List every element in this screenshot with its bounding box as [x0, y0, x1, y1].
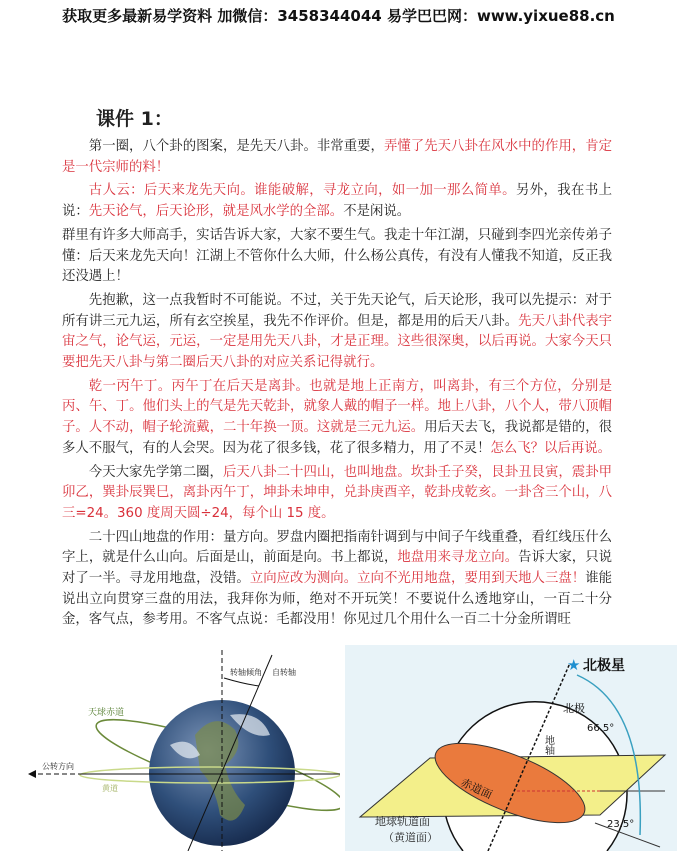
highlighted-text: 先天论气，后天论形，就是风水学的全部。 [88, 204, 344, 220]
body-text: 告诉大家，只说对了一半。寻龙用地盘，没错。 [62, 550, 613, 587]
equator-plane-label: 赤道面 [458, 775, 495, 802]
paragraph [62, 463, 612, 525]
highlighted-text: 后天八卦二十四山，也叫地盘。坎卦壬子癸，艮卦丑艮寅，震卦甲卯乙，巽卦辰巽巳，离卦丙午丁，坤卦未坤申，兑卦庚酉辛，乾卦戌乾亥。一卦含三个山，八三=24。360 度周天圆÷24，每个山 15 度。 [62, 464, 613, 521]
body-text: 另外，我在书上说： [62, 183, 613, 220]
body-text: 今天大家先学第二圈， [88, 464, 223, 480]
body-text: 第一圈，八个卦的图案，是先天八卦。非常重要， [88, 139, 384, 154]
polaris-label: 北极星 [583, 658, 625, 674]
paragraph [62, 181, 612, 222]
orbit-plane-label: 地球轨道面 [375, 815, 430, 828]
ecliptic-plane-label: （黄道面） [383, 831, 438, 844]
highlighted-text: 立向应改为测向。立向不光用地盘，要用到天地人三盘！ [249, 571, 586, 587]
north-pole-label: 北极 [563, 702, 585, 715]
star-icon: ★ [567, 656, 581, 674]
axis-tilt-label: 转轴倾角 [230, 668, 262, 677]
highlighted-text: 先天八卦代表宇宙之气，论气运，元运，一定是用先天八卦，才是正理。这些很深奥，以后再说。大家今天只要把先天八卦与第二圈后天八卦的对应关系记得就行。 [62, 313, 613, 371]
earth-axis-label: 地轴 [542, 735, 554, 755]
page-header: 获取更多最新易学资料 加微信：3458344044 易学巴巴网：www.yixue88.cn [62, 7, 615, 25]
highlighted-text: 地盘用来寻龙立向。 [397, 550, 519, 566]
rotation-axis-label: 自转轴 [272, 668, 296, 677]
paragraph [62, 291, 612, 374]
celestial-equator-label: 天球赤道 [88, 708, 125, 718]
body-text: 群里有许多大师高手，实话告诉大家，大家不要生气。我走十年江湖，只碰到李四光亲传弟子懂：后天来龙先天向！江湖上不管你什么大师，什么杨公真传，有没有人懂我不知道，反正我还没遇上！ [62, 227, 612, 285]
highlighted-text: 怎么飞？以后再说。 [490, 440, 612, 456]
angle-665-label: 66.5° [587, 723, 615, 734]
body-text: 二十四山地盘的作用：量方向。罗盘内圈把指南针调到与中间子午线重叠，看红线压什么字上，就是什么山向。后面是山，前面是向。书上都说， [62, 529, 612, 566]
angle-235-label: 23.5° [607, 819, 635, 830]
document-body [62, 137, 612, 634]
ecliptic-label: 黄道 [102, 784, 118, 793]
body-text: 不是闲说。 [343, 204, 411, 220]
paragraph [62, 377, 612, 460]
ecliptic-equator-figure [345, 645, 677, 851]
page-title: 课件 1： [96, 108, 173, 130]
body-text: 用后天去飞，我说都是错的，很多人不服气，有的人会哭。因为花了很多钱，花了很多精力，用了不灵！ [62, 420, 613, 456]
earth-axis-figure [0, 645, 340, 851]
paragraph [62, 226, 612, 288]
revolution-direction-label: 公转方向 [42, 762, 74, 771]
highlighted-text: 弄懂了先天八卦在风水中的作用，肯定是一代宗师的料！ [62, 139, 613, 175]
highlighted-text: 乾一丙午丁。丙午丁在后天是离卦。也就是地上正南方，叫离卦，有三个方位，分别是丙、午、丁。他们头上的气是先天乾卦，就象人戴的帽子一样。地上八卦，八个人，带八顶帽子。人不动，帽子轮流戴，二十年换一顶。这就是三元九运。 [62, 378, 612, 436]
body-text: 先抱歉，这一点我暂时不可能说。不过，关于先天论气，后天论形，我可以先提示：对于所有讲三元九运，所有玄空挨星，我先不作评价。但是，都是用的后天八卦。 [62, 292, 612, 329]
paragraph [62, 137, 612, 178]
highlighted-text: 古人云：后天来龙先天向。谁能破解，寻龙立向，如一加一那么简单。 [88, 183, 516, 199]
paragraph [62, 528, 612, 632]
body-text: 谁能说出立向贯穿三盘的用法，我拜你为师，绝对不开玩笑！不要说什么透地穿山，一百二十分金，客气点，参考用。不客气点说：毛都没用！你见过几个用什么一百二十分金所谓旺 [62, 571, 613, 628]
